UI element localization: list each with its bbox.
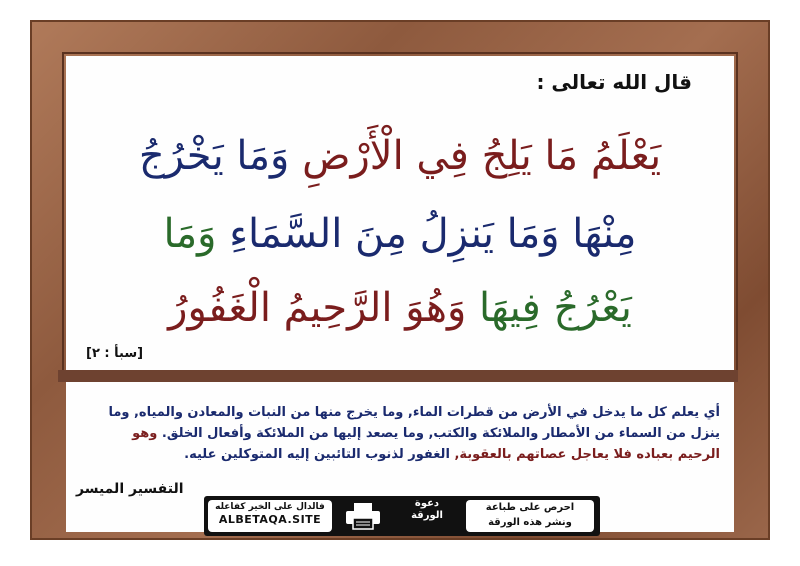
footer-print-line-1: احرص على طباعة [485, 502, 575, 513]
verse-line-3-part-2: وَهُوَ الرَّحِيمُ الْغَفُورُ [168, 285, 467, 331]
tafsir-text [100, 402, 720, 465]
intro-heading: قال الله تعالى : [536, 70, 692, 94]
tafsir-part-3: الغفور لذنوب التائبين إليه المتوكلين عليه. [184, 447, 455, 462]
footer-site-badge [208, 500, 332, 532]
verse-line-3 [70, 285, 730, 331]
verse-line-2-part-1: مِنْهَا وَمَا يَنزِلُ مِنَ السَّمَاءِ [229, 211, 637, 257]
verse-line-1 [70, 133, 730, 179]
footer-print-note [466, 500, 594, 532]
verse-line-1-part-1: يَعْلَمُ مَا يَلِجُ فِي الْأَرْضِ [302, 133, 662, 179]
printer-icon [344, 502, 382, 530]
tafsir-part-1: أي يعلم كل ما يدخل في الأرض من قطرات الماء, وما يخرج منها من النبات والمعادن والمياه, وما ينزل من السماء من الأمطار والملائكة والكتب, وما يصعد إليها من الملائكة وأفعال الخلق. [108, 405, 720, 441]
tafsir-part-2: وهو الرحيم بعباده فلا يعاجل عصاتهم بالعقوبة, [132, 426, 720, 462]
verse-line-3-part-1: يَعْرُجُ فِيهَا [478, 285, 632, 331]
dawa-logo: دعوة الورقة [411, 498, 443, 521]
section-divider [58, 370, 738, 382]
verse-line-2 [70, 211, 730, 257]
tafsir-source: التفسير الميسر [76, 481, 184, 497]
footer-site-link[interactable]: ALBETAQA.SITE [218, 513, 322, 526]
verse-line-2-part-2: وَمَا [163, 211, 217, 257]
footer-print-line-2: ونشر هذه الورقة [488, 517, 572, 528]
footer-motto: فالدال على الخير كفاعله [215, 502, 325, 512]
verse-line-1-part-2: وَمَا يَخْرُجُ [138, 133, 290, 179]
verse-reference: [سبأ : ٢] [86, 346, 144, 361]
